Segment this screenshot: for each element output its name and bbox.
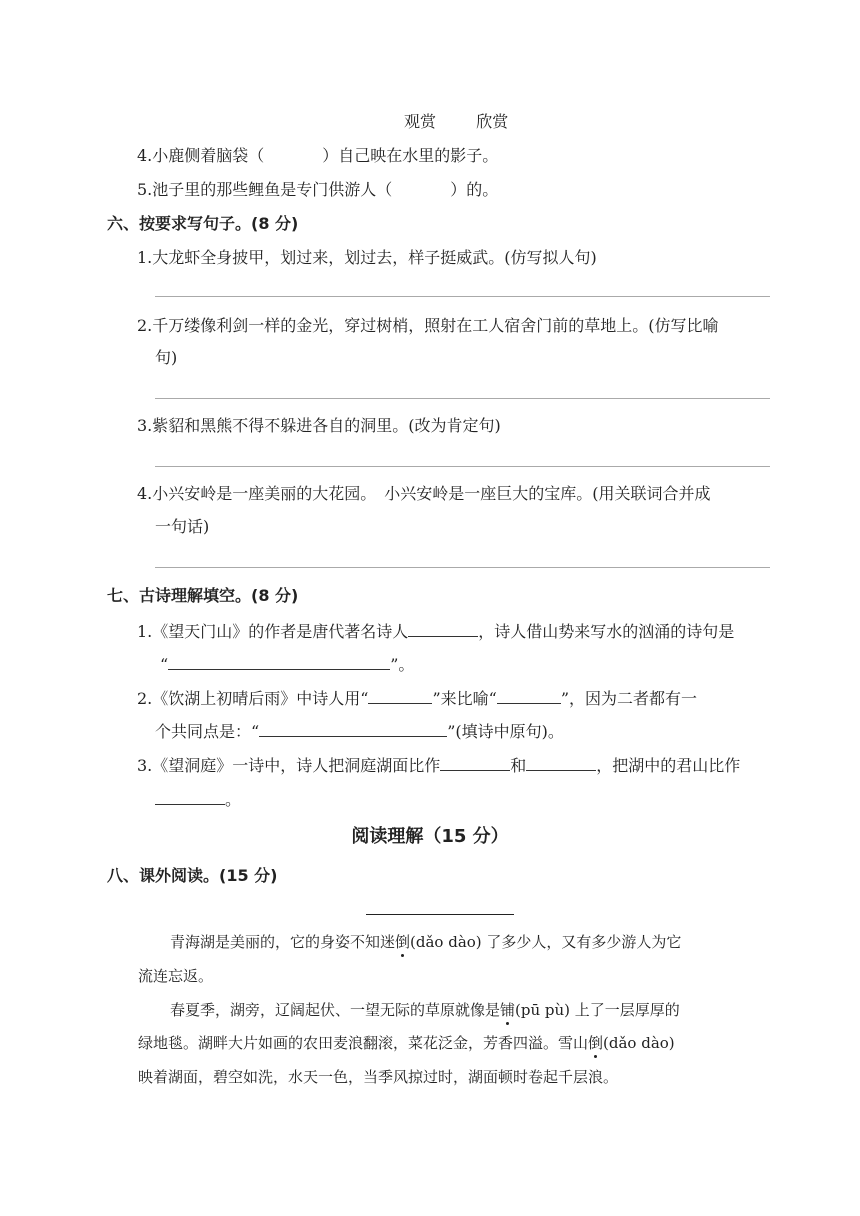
word-option: 欣赏 xyxy=(476,112,509,131)
question-text: 2.《饮湖上初晴后雨》中诗人用“ xyxy=(137,689,369,708)
question-text: 4.小鹿侧着脑袋（ xyxy=(137,146,265,165)
passage-text: (dǎo dào) xyxy=(603,1034,675,1052)
dotted-character: 倒 xyxy=(395,933,411,951)
question-text: 5.池子里的那些鲤鱼是专门供游人（ xyxy=(137,180,393,199)
blank-verse[interactable] xyxy=(168,653,390,670)
question-text: ”(填诗中原句)。 xyxy=(447,722,564,741)
s7-question-1-cont xyxy=(160,653,414,675)
passage-line: 流连忘返。 xyxy=(138,967,214,985)
passage-text: 青海湖是美丽的，它的身姿不知迷 xyxy=(170,933,396,951)
section-7-heading: 七、古诗理解填空。(8 分) xyxy=(107,586,299,605)
quote-mark: “ xyxy=(160,655,169,674)
s7-question-2 xyxy=(137,687,697,709)
passage-line: 映着湖面，碧空如洗，水天一色，当季风掠过时，湖面顿时卷起千层浪。 xyxy=(138,1068,619,1086)
blank-original-line[interactable] xyxy=(259,720,447,737)
question-text: ，把湖中的君山比作 xyxy=(596,756,741,775)
passage-line xyxy=(170,1000,680,1020)
passage-text: (dǎo dào) 了多少人，又有多少游人为它 xyxy=(410,933,682,951)
reading-section-title: 阅读理解（15 分） xyxy=(351,826,509,847)
dotted-character: 铺 xyxy=(500,1001,516,1019)
passage-title-blank[interactable] xyxy=(366,914,514,915)
question-text: 和 xyxy=(510,756,527,775)
answer-line[interactable] xyxy=(155,567,770,568)
blank-lake-2[interactable] xyxy=(526,754,596,771)
question-text: 3.《望洞庭》一诗中，诗人把洞庭湖面比作 xyxy=(137,756,441,775)
passage-line xyxy=(138,1033,675,1053)
s6-question-4: 4.小兴安岭是一座美丽的大花园。 小兴安岭是一座巨大的宝库。(用关联词合并成 xyxy=(137,484,711,503)
blank-metaphor[interactable] xyxy=(368,687,432,704)
blank-poet[interactable] xyxy=(408,620,478,637)
dotted-character: 倒 xyxy=(588,1034,604,1052)
blank-subject[interactable] xyxy=(497,687,561,704)
question-text: ，诗人借山势来写水的汹涌的诗句是 xyxy=(478,622,735,641)
fill-question-5 xyxy=(137,180,498,200)
word-bank xyxy=(404,112,508,132)
blank-lake-1[interactable] xyxy=(440,754,510,771)
question-text: 个共同点是：“ xyxy=(155,722,260,741)
s6-question-1: 1.大龙虾全身披甲，划过来，划过去，样子挺威武。(仿写拟人句) xyxy=(137,248,597,267)
answer-line[interactable] xyxy=(155,466,770,467)
passage-text: 绿地毯。湖畔大片如画的农田麦浪翻滚，菜花泛金，芳香四溢。雪山 xyxy=(138,1034,589,1052)
question-text: 。 xyxy=(225,790,242,809)
fill-question-4 xyxy=(137,146,498,166)
answer-line[interactable] xyxy=(155,296,770,297)
question-text: ）自己映在水里的影子。 xyxy=(322,146,499,165)
question-text: ）的。 xyxy=(450,180,499,199)
s7-question-3-cont xyxy=(155,788,241,810)
s6-question-4-cont: 一句话) xyxy=(155,517,210,536)
section-6-heading: 六、按要求写句子。(8 分) xyxy=(107,214,299,233)
s7-question-1 xyxy=(137,620,734,642)
quote-mark: ”。 xyxy=(390,655,415,674)
s6-question-3: 3.紫貂和黑熊不得不躲进各自的洞里。(改为肯定句) xyxy=(137,416,501,435)
s7-question-2-cont xyxy=(155,720,564,742)
section-8-heading: 八、课外阅读。(15 分) xyxy=(107,866,278,885)
s7-question-3 xyxy=(137,754,740,776)
passage-text: 春夏季，湖旁，辽阔起伏、一望无际的草原就像是 xyxy=(170,1001,501,1019)
answer-line[interactable] xyxy=(155,398,770,399)
passage-text: (pū pù) 上了一层厚厚的 xyxy=(515,1001,680,1019)
question-text: ”，因为二者都有一 xyxy=(560,689,698,708)
s6-question-2-cont: 句) xyxy=(155,348,178,367)
word-option: 观赏 xyxy=(404,112,437,131)
question-text: 1.《望天门山》的作者是唐代著名诗人 xyxy=(137,622,409,641)
s6-question-2: 2.千万缕像利剑一样的金光，穿过树梢，照射在工人宿舍门前的草地上。(仿写比喻 xyxy=(137,316,719,335)
question-text: ”来比喻“ xyxy=(432,689,497,708)
passage-line xyxy=(170,932,681,952)
blank-mountain[interactable] xyxy=(155,788,225,805)
